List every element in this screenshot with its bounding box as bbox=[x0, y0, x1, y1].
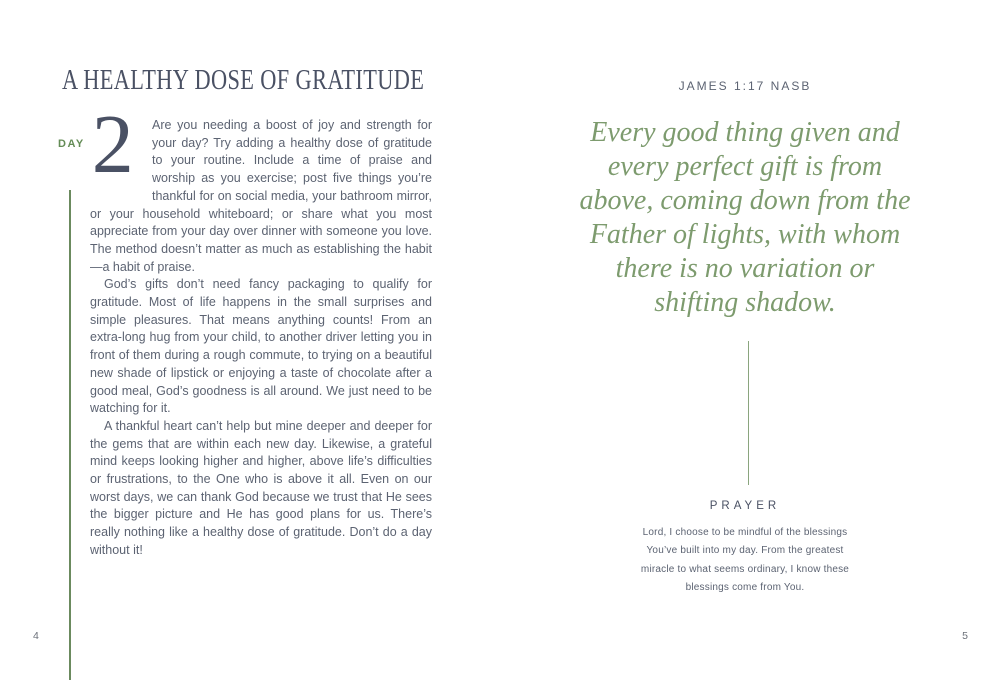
day-marker bbox=[58, 98, 152, 205]
scripture-verse: Every good thing given and every perfect gift is from above, coming down from the Father of lights, with whom there is no variation or shifting shadow. bbox=[579, 117, 911, 318]
paragraph-3: A thankful heart can’t help but mine deeper and deeper for the gems that are within each new day. Likewise, a grateful mind keeps looking higher and higher, above life’s difficulties or frustrations, to the One who is above it all. Even on our worst days, we can thank God because we trust that He sees the bigger picture and He has good plans for us. There’s really nothing like a healthy dose of gratitude. Don’t do a day without it! bbox=[90, 418, 432, 557]
day-label: DAY bbox=[58, 138, 85, 151]
divider-rule bbox=[748, 341, 749, 485]
paragraph-1: Are you needing a boost of joy and strength for your day? Try adding a healthy dose of gratitude to your routine. Include a time of praise and worship as you exercise; post five things you’re thankful for on social media, your bathroom mirror, or your household whiteboard; or share what you most appreciate from your day over dinner with someone you love. The method doesn’t matter as much as establishing the habit—a habit of praise. bbox=[90, 118, 432, 274]
page-number-right: 5 bbox=[962, 630, 968, 642]
day-marker-inner bbox=[58, 98, 142, 191]
devotional-body bbox=[58, 98, 432, 560]
day-number: 2 bbox=[91, 98, 134, 191]
prayer-heading: PRAYER bbox=[709, 500, 781, 512]
page-number-left: 4 bbox=[33, 630, 39, 642]
left-margin-rule bbox=[69, 190, 71, 680]
chapter-title: A HEALTHY DOSE OF GRATITUDE bbox=[62, 64, 425, 96]
scripture-reference: JAMES 1:17 NASB bbox=[678, 79, 812, 93]
prayer-text: Lord, I choose to be mindful of the blessings You’ve built into my day. From the greatest miracle to what seems ordinary, I know these blessings come from You. bbox=[640, 527, 850, 594]
paragraph-2: God’s gifts don’t need fancy packaging to qualify for gratitude. Most of life happens in the small surprises and simple pleasures. That means anything counts! From an extra-long hug from your child, to another driver letting you in front of them during a rough commute, to trying on a beautiful new shade of lipstick or enjoying a taste of chocolate after a good meal, God’s goodness is all around. We just need to be watching for it. bbox=[90, 277, 432, 416]
